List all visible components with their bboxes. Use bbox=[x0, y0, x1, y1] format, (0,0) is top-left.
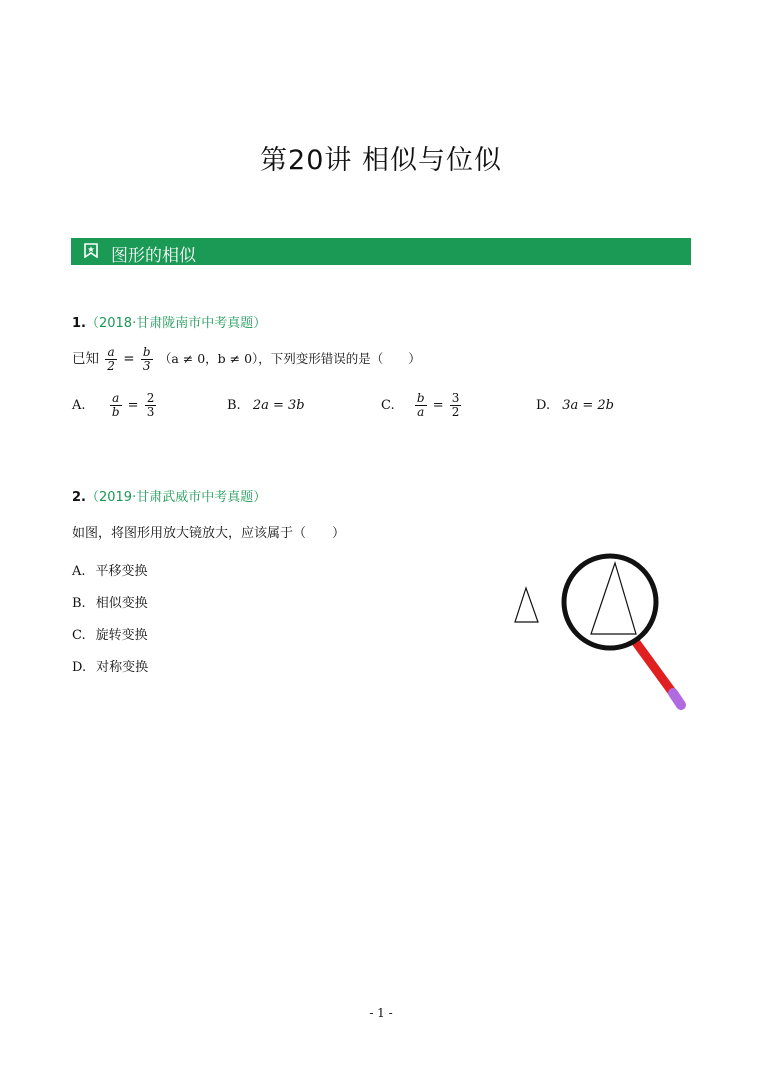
equals-sign: = bbox=[432, 398, 444, 413]
fraction-2-over-3: $\frac{2}{3}$ bbox=[146, 391, 155, 419]
stem-condition: （a ≠ 0，b ≠ 0），下列变形错误的是（ ） bbox=[158, 351, 421, 366]
q1-option-c bbox=[381, 392, 463, 419]
option-letter: A. bbox=[72, 398, 86, 413]
stem-prefix: 已知 bbox=[72, 351, 99, 367]
question-2-stem: 如图，将图形用放大镜放大，应该属于（ ） bbox=[72, 526, 346, 541]
question-number: 1. bbox=[72, 316, 86, 331]
option-text: 相似变换 bbox=[95, 596, 148, 611]
q1-option-d bbox=[536, 398, 614, 413]
q2-option-c bbox=[72, 624, 148, 643]
q2-option-d bbox=[72, 656, 148, 675]
option-letter: A. bbox=[72, 564, 86, 579]
page-number: - 1 - bbox=[369, 1006, 393, 1020]
question-1-stem bbox=[72, 346, 421, 373]
option-letter: C. bbox=[381, 398, 395, 413]
fraction-b-over-a: $\frac{b}{a}$ bbox=[416, 391, 425, 419]
fraction-a-over-b: $\frac{a}{b}$ bbox=[111, 391, 120, 419]
q1-option-a bbox=[72, 392, 158, 419]
equals-sign: = bbox=[123, 351, 135, 367]
small-triangle bbox=[515, 588, 538, 622]
star-bookmark-icon bbox=[84, 243, 98, 258]
page-title: 第20讲 相似与位似 bbox=[260, 145, 502, 176]
option-letter: B. bbox=[227, 398, 241, 413]
option-text: 旋转变换 bbox=[95, 628, 148, 643]
option-text: 对称变换 bbox=[96, 660, 149, 675]
q2-option-a bbox=[72, 560, 148, 579]
q1-option-b bbox=[227, 398, 305, 413]
fraction-3-over-2: $\frac{3}{2}$ bbox=[451, 391, 460, 419]
option-expression: 2a = 3b bbox=[252, 398, 305, 413]
option-letter: B. bbox=[72, 596, 86, 611]
option-letter: D. bbox=[536, 398, 551, 413]
magnifier-triangle-figure bbox=[500, 545, 700, 720]
question-1-header bbox=[72, 312, 266, 331]
q2-option-b bbox=[72, 592, 148, 611]
fraction-b-over-3: $\frac{b}{3}$ bbox=[142, 345, 151, 373]
option-expression: 3a = 2b bbox=[562, 398, 615, 413]
section-header bbox=[71, 238, 691, 265]
option-text: 平移变换 bbox=[95, 564, 148, 579]
question-number: 2. bbox=[72, 490, 86, 505]
fraction-a-over-2: $\frac{a}{2}$ bbox=[107, 345, 115, 373]
equals-sign: = bbox=[127, 398, 139, 413]
option-letter: C. bbox=[72, 628, 86, 643]
question-source: （2018·甘肃陇南市中考真题） bbox=[85, 316, 267, 331]
magnifier-icon bbox=[564, 556, 681, 705]
question-source: （2019·甘肃武威市中考真题） bbox=[85, 490, 267, 505]
question-2-header bbox=[72, 486, 266, 505]
option-letter: D. bbox=[72, 660, 87, 675]
section-label: 图形的相似 bbox=[111, 246, 196, 266]
